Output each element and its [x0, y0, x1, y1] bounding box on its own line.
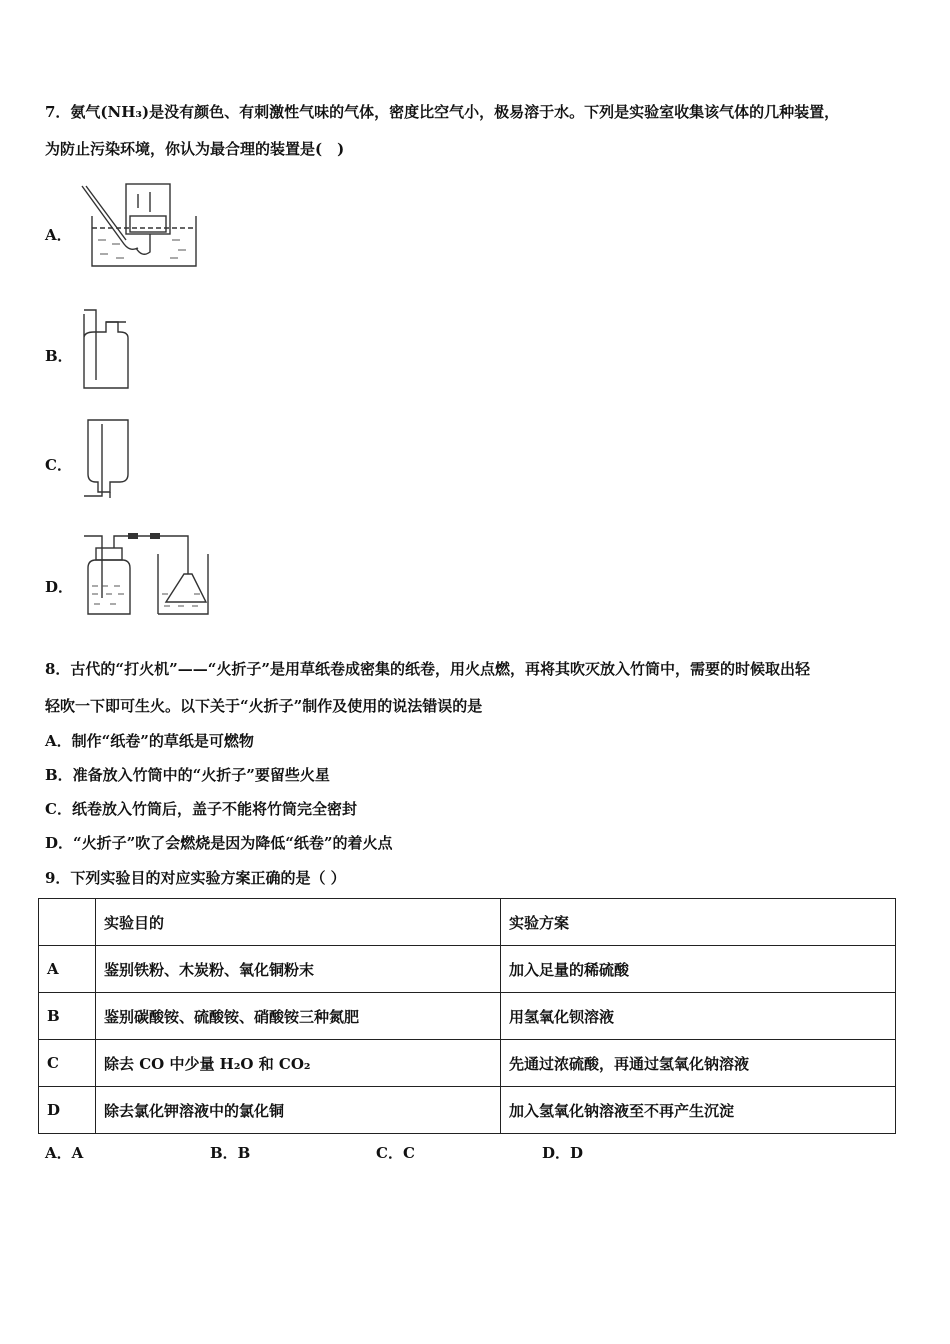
q9-answer-c: C．C [376, 1144, 415, 1162]
q8-option-a: A．制作“纸卷”的草纸是可燃物 [45, 732, 254, 750]
q9-answer-a: A．A [45, 1144, 84, 1162]
table-cell-key: B [39, 993, 96, 1040]
table-header-cell [39, 899, 96, 946]
table-cell-purpose: 除去 CO 中少量 H₂O 和 CO₂ [96, 1040, 501, 1087]
table-header-cell: 实验目的 [96, 899, 501, 946]
q7-option-d-label: D． [45, 578, 74, 596]
q7-stem-line1: 7．氨气(NH₃)是没有颜色、有刺激性气味的气体，密度比空气小，极易溶于水。下列是实验室收集该气体的几种装置， [45, 103, 840, 121]
table-cell-purpose: 鉴别铁粉、木炭粉、氧化铜粉末 [96, 946, 501, 993]
q7-figure-b-bottle-long-inlet [80, 308, 130, 394]
table-cell-plan: 加入足量的稀硫酸 [501, 946, 896, 993]
table-cell-key: C [39, 1040, 96, 1087]
table-header-row [39, 899, 896, 946]
q7-option-a-label: A． [45, 226, 72, 244]
table-row [39, 993, 896, 1040]
q9-answer-b: B．B [210, 1144, 251, 1162]
q7-stem-line2: 为防止污染环境，你认为最合理的装置是( ) [45, 140, 345, 158]
table-cell-key: A [39, 946, 96, 993]
q9-table [38, 898, 896, 1134]
q8-stem-line2: 轻吹一下即可生火。以下关于“火折子”制作及使用的说法错误的是 [45, 697, 483, 715]
table-cell-plan: 用氢氧化钡溶液 [501, 993, 896, 1040]
table-cell-key: D [39, 1087, 96, 1134]
table-row [39, 1040, 896, 1087]
q8-option-d: D．“火折子”吹了会燃烧是因为降低“纸卷”的着火点 [45, 834, 393, 852]
table-cell-plan: 加入氢氧化钠溶液至不再产生沉淀 [501, 1087, 896, 1134]
q7-figure-d-bottle-with-absorber [80, 528, 218, 620]
table-row [39, 946, 896, 993]
q8-option-c: C．纸卷放入竹筒后，盖子不能将竹筒完全密封 [45, 800, 357, 818]
q8-option-b: B．准备放入竹筒中的“火折子”要留些火星 [45, 766, 330, 784]
q7-option-c-label: C． [45, 456, 72, 474]
q7-figure-c-inverted-bottle [80, 416, 132, 500]
table-cell-purpose: 鉴别碳酸铵、硫酸铵、硝酸铵三种氮肥 [96, 993, 501, 1040]
q7-figure-a-water-displacement [80, 182, 202, 270]
table-cell-plan: 先通过浓硫酸，再通过氢氧化钠溶液 [501, 1040, 896, 1087]
q9-answer-d: D．D [542, 1144, 584, 1162]
table-cell-purpose: 除去氯化钾溶液中的氯化铜 [96, 1087, 501, 1134]
q8-stem-line1: 8．古代的“打火机”——“火折子”是用草纸卷成密集的纸卷，用火点燃，再将其吹灭放入竹筒中，需要的时候取出轻 [45, 660, 810, 678]
q9-stem: 9．下列实验目的对应实验方案正确的是（ ） [45, 869, 346, 887]
table-header-cell: 实验方案 [501, 899, 896, 946]
q7-option-b-label: B． [45, 347, 73, 365]
table-row [39, 1087, 896, 1134]
